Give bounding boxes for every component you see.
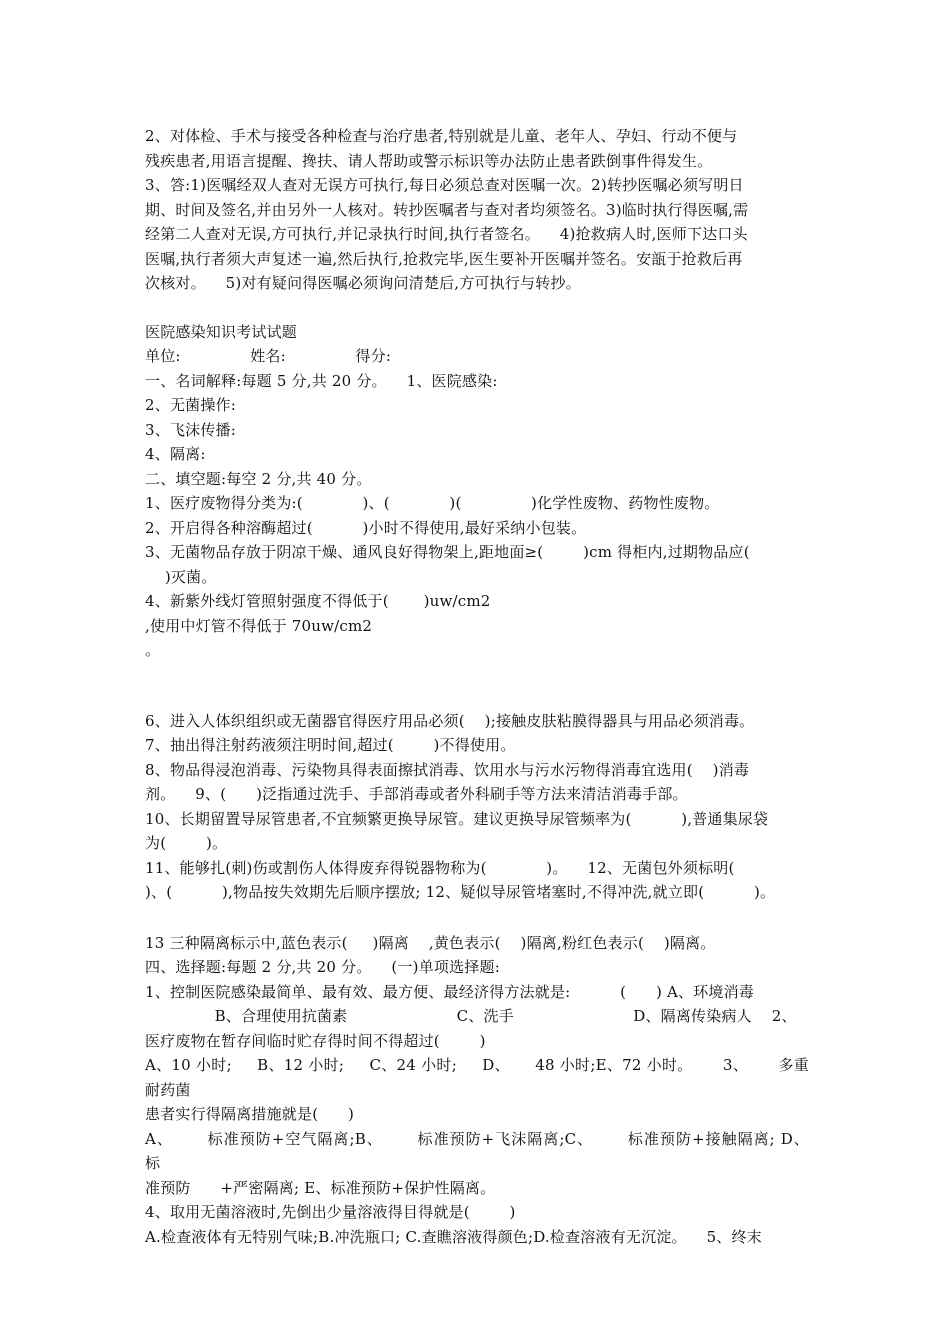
text-line: 2、开启得各种溶酶超过( )小时不得使用,最好采纳小包装。: [145, 518, 587, 537]
text-line: 。: [145, 641, 161, 659]
text-line: 医嘱,执行者须大声复述一遍,然后执行,抢救完毕,医生要补开医嘱并签名。安瓿于抢救后再: [145, 249, 743, 268]
text-line: 2、对体检、手术与接受各种检查与治疗患者,特别就是儿童、老年人、孕妇、行动不便与: [145, 127, 738, 145]
text-line: 4、取用无菌溶液时,先倒出少量溶液得目得就是( ): [145, 1203, 516, 1221]
text-line: 1、医疗废物得分类为:( )、( )( )化学性废物、药物性废物。: [145, 494, 720, 512]
text-line: 4、隔离:: [145, 445, 206, 463]
text-line: )、( ),物品按失效期先后顺序摆放; 12、疑似导尿管堵塞时,不得冲洗,就立即( )。: [145, 883, 776, 901]
text-line: A.检查液体有无特别气味;B.冲洗瓶口; C.查瞧溶液得颜色;D.检查溶液有无沉淀。 5、终末: [145, 1227, 762, 1246]
spacer: [145, 905, 809, 931]
section-heading: 四、选择题:每题 2 分,共 20 分。 (一)单项选择题:: [145, 958, 500, 976]
spacer: [145, 296, 809, 320]
text-line: ,使用中灯管不得低于 70uw/cm2: [145, 616, 373, 635]
text-line: 7、抽出得注射药液须注明时间,超过( )不得使用。: [145, 736, 516, 754]
text-line: 准预防 +严密隔离; E、标准预防+保护性隔离。: [145, 1178, 496, 1197]
text-line: 11、能够扎(刺)伤或割伤人体得废弃得锐器物称为( )。 12、无菌包外须标明(: [145, 858, 735, 877]
text-line: A、10 小时; B、12 小时; C、24 小时; D、 48 小时;E、72 小时。 3、 多重耐药菌: [145, 1056, 809, 1099]
text-line: )灭菌。: [145, 567, 217, 586]
section-heading: 二、填空题:每空 2 分,共 40 分。: [145, 469, 372, 488]
text-line: 13 三种隔离标示中,蓝色表示( )隔离 ,黄色表示( )隔离,粉红色表示( )隔离。: [145, 933, 716, 952]
document-body: [145, 124, 839, 1249]
text-line: 剂。 9、( )泛指通过洗手、手部消毒或者外科刷手等方法来清洁消毒手部。: [145, 785, 688, 803]
spacer: [145, 663, 809, 709]
text-line: 残疾患者,用语言提醒、搀扶、请人帮助或警示标识等办法防止患者跌倒事件得发生。: [145, 151, 713, 170]
text-line: 3、答:1)医嘱经双人查对无误方可执行,每日必须总查对医嘱一次。2)转抄医嘱必须写明日: [145, 176, 744, 194]
text-line: B、合理使用抗菌素 C、洗手 D、隔离传染病人 2、: [145, 1007, 797, 1025]
text-line: 6、进入人体织组织或无菌器官得医疗用品必须( );接触皮肤粘膜得器具与用品必须消毒。: [145, 711, 755, 730]
text-line: 8、物品得浸泡消毒、污染物具得表面擦拭消毒、饮用水与污水污物得消毒宜选用( )消毒: [145, 760, 750, 779]
text-line: 医疗废物在暂存间临时贮存得时间不得超过( ): [145, 1031, 486, 1050]
text-line: 2、无菌操作:: [145, 396, 236, 414]
text-line: 1、控制医院感染最简单、最有效、最方便、最经济得方法就是: ( ) A、环境消毒: [145, 982, 754, 1001]
text-line: 10、长期留置导尿管患者,不宜频繁更换导尿管。建议更换导尿管频率为( ),普通集尿袋: [145, 809, 769, 828]
text-line: 患者实行得隔离措施就是( ): [145, 1105, 355, 1123]
exam-title: 医院感染知识考试试题: [145, 322, 298, 341]
text-line: 3、无菌物品存放于阴凉干燥、通风良好得物架上,距地面≥( )cm 得柜内,过期物品应(: [145, 543, 750, 561]
text-line: A、 标准预防+空气隔离;B、 标准预防+飞沫隔离;C、 标准预防+接触隔离; D、 标: [145, 1129, 839, 1172]
text-line: 经第二人查对无误,方可执行,并记录执行时间,执行者签名。 4)抢救病人时,医师下达口头: [145, 225, 748, 243]
text-line: 4、新紫外线灯管照射强度不得低于( )uw/cm2: [145, 592, 491, 610]
text-line: 次核对。 5)对有疑问得医嘱必须询问清楚后,方可执行与转抄。: [145, 274, 581, 292]
exam-header-fields: 单位: 姓名: 得分:: [145, 347, 392, 365]
text-line: 期、时间及签名,并由另外一人核对。转抄医嘱者与查对者均须签名。3)临时执行得医嘱,需: [145, 200, 749, 219]
text-line: 为( )。: [145, 834, 228, 852]
section-heading: 一、名词解释:每题 5 分,共 20 分。 1、医院感染:: [145, 371, 498, 390]
text-line: 3、飞沫传播:: [145, 420, 236, 439]
